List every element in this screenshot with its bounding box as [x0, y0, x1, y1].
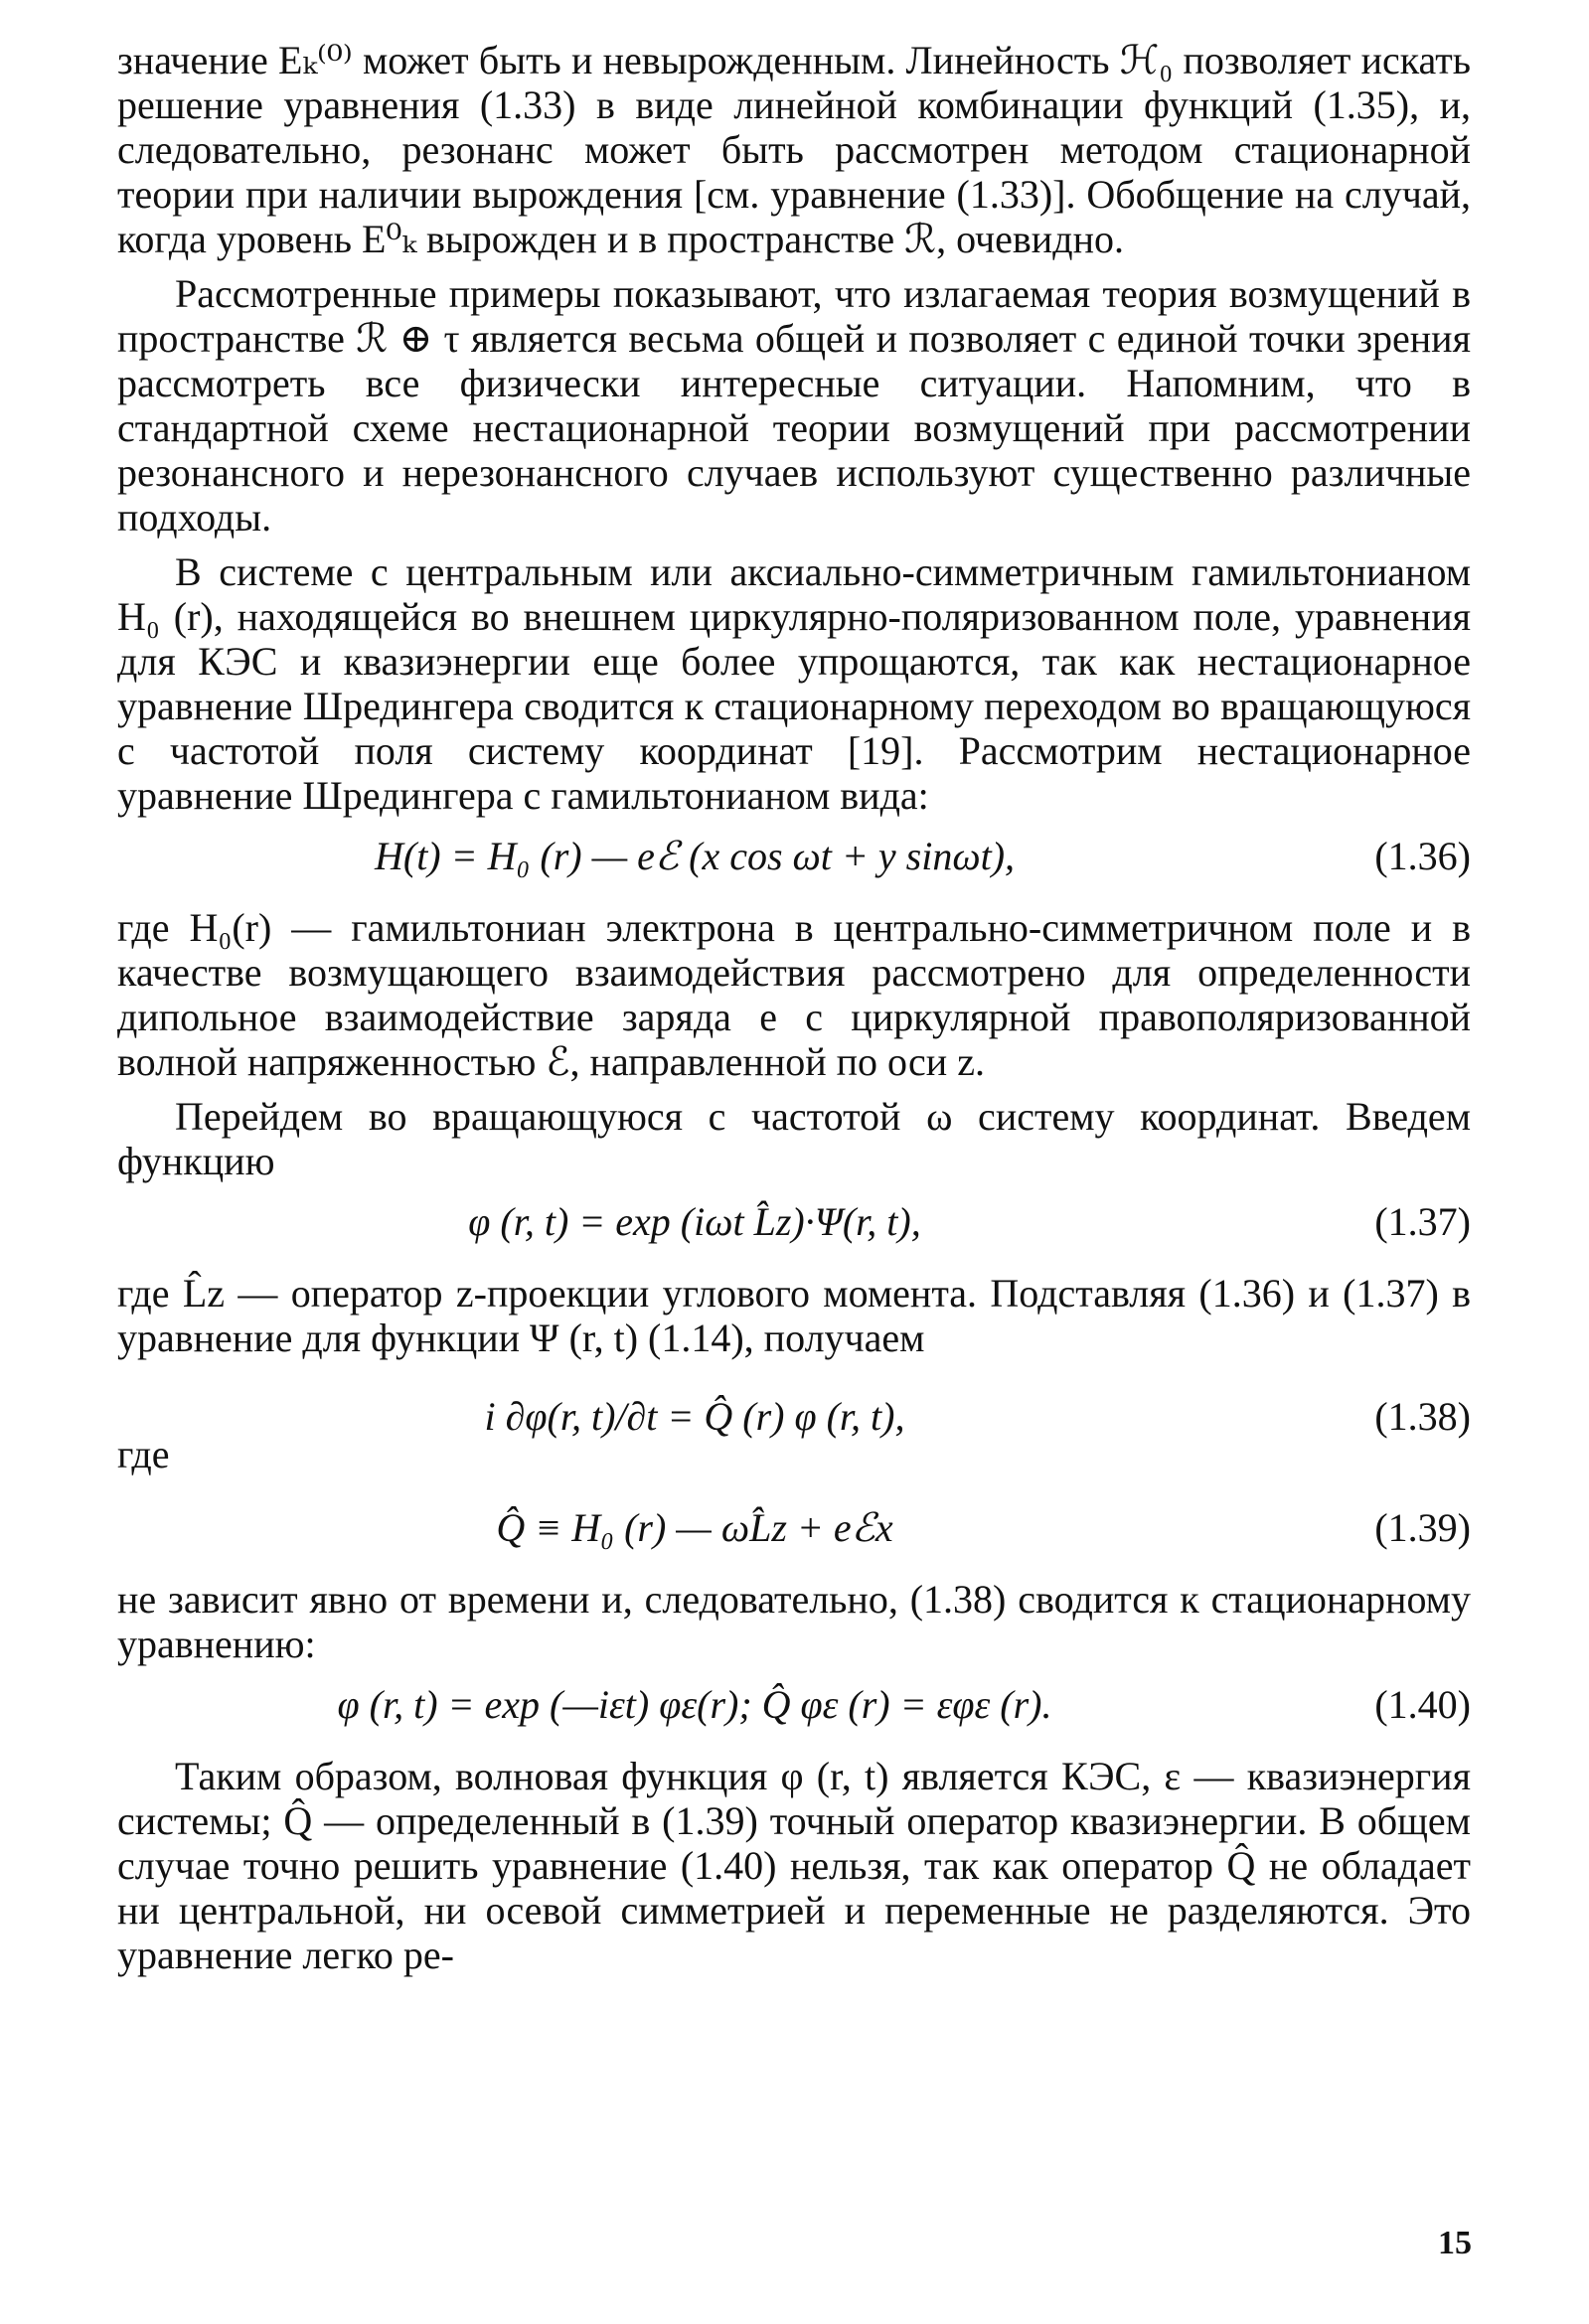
equation-number: (1.39) [1374, 1505, 1471, 1550]
paragraph-4: где H₀(r) — гамильтониан электрона в центрально-симметричном поле и в качестве возмущающего взаимодействия рассмотрено для определенности дипольное взаимодействие заряда e с циркулярной правополяризованной волной напряженностью ℰ, направленной по оси z. [117, 905, 1471, 1084]
paragraph-8: не зависит явно от времени и, следовательно, (1.38) сводится к стационарному уравнению: [117, 1577, 1471, 1666]
equation-number: (1.38) [1374, 1394, 1471, 1439]
page-body [117, 38, 1471, 1987]
equation-number: (1.37) [1374, 1199, 1471, 1244]
equation-number: (1.40) [1374, 1682, 1471, 1727]
paragraph-9: Таким образом, волновая функция φ (r, t) является КЭС, ε — квазиэнергия системы; Q̂ — определенный в (1.39) точный оператор квазиэнергии. В общем случае точно решить уравнение (1.40) нельзя, так как оператор Q̂ не обладает ни центральной, ни осевой симметрией и переменные не разделяются. Это уравнение легко ре- [117, 1754, 1471, 1977]
equation-1-36 [117, 828, 1471, 893]
paragraph-3: В системе с центральным или аксиально-симметричным гамильтонианом H₀ (r), находящейся во внешнем циркулярно-поляризованном поле, уравнения для КЭС и квазиэнергии еще более упрощаются, так как нестационарное уравнение Шредингера сводится к стационарному переходом во вращающуюся с частотой поля систему координат [19]. Рассмотрим нестационарное уравнение Шредингера с гамильтонианом вида: [117, 549, 1471, 818]
equation-formula: φ (r, t) = exp (—iεt) φε(r); Q̂ φε (r) = εφε (r). [337, 1682, 1052, 1727]
equation-formula: φ (r, t) = exp (iωt L̂z)·Ψ(r, t), [468, 1199, 921, 1244]
equation-formula: i ∂φ(r, t)/∂t = Q̂ (r) φ (r, t), [484, 1394, 905, 1439]
paragraph-1: значение Eₖ⁽⁰⁾ может быть и невырожденным. Линейность ℋ₀ позволяет искать решение уравнения (1.33) в виде линейной комбинации функций (1.35), и, следовательно, резонанс может быть рассмотрен методом стационарной теории при наличии вырождения [см. уравнение (1.33)]. Обобщение на случай, когда уровень E⁰ₖ вырожден и в пространстве ℛ, очевидно. [117, 38, 1471, 261]
equation-1-37 [117, 1193, 1471, 1259]
equation-1-39 [117, 1499, 1471, 1565]
paragraph-6: где L̂z — оператор z-проекции углового момента. Подставляя (1.36) и (1.37) в уравнение для функции Ψ (r, t) (1.14), получаем [117, 1271, 1471, 1360]
paragraph-5: Перейдем во вращающуюся с частотой ω систему координат. Введем функцию [117, 1094, 1471, 1183]
equation-number: (1.36) [1374, 834, 1471, 878]
page-number: 15 [1438, 2225, 1472, 2261]
paragraph-7: где [117, 1432, 170, 1476]
paragraph-2: Рассмотренные примеры показывают, что излагаемая теория возмущений в пространстве ℛ ⊕ τ является весьма общей и позволяет с единой точки зрения рассмотреть все физически интересные ситуации. Напомним, что в стандартной схеме нестационарной теории возмущений при рассмотрении резонансного и нерезонансного случаев используют существенно различные подходы. [117, 271, 1471, 540]
equation-formula: Q̂ ≡ H₀ (r) — ωL̂z + eℰx [496, 1505, 893, 1550]
equation-1-40 [117, 1676, 1471, 1742]
equation-formula: H(t) = H₀ (r) — eℰ (x cos ωt + y sinωt), [374, 834, 1016, 878]
equation-1-38 [117, 1370, 1471, 1476]
